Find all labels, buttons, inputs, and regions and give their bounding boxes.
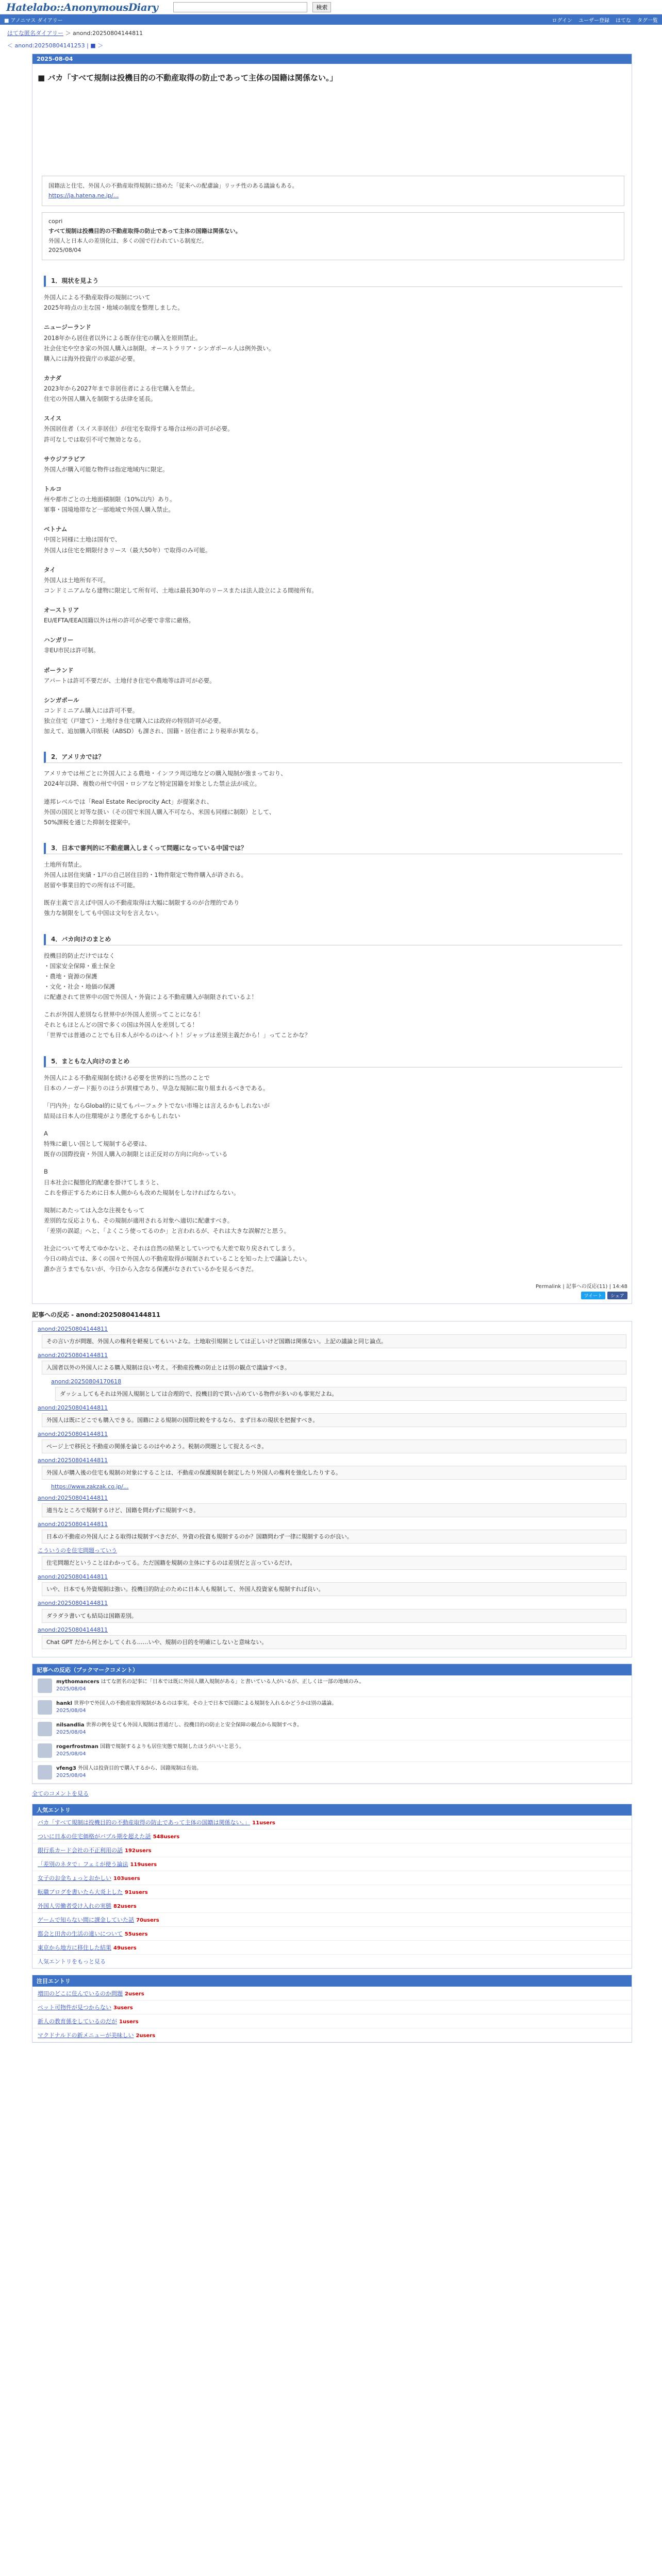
bookmark-user[interactable]: vfeng3 [56,1765,76,1771]
body-line: 投機目的防止だけではなく [44,952,115,959]
recent-list [32,1987,632,2042]
article-title[interactable]: ■ バカ「すべて規制は投機目的の不動産取得の防止であって主体の国籍は関係ない。」 [38,73,338,82]
body-line: ・国家安全保障・重土保全 [44,962,115,970]
body-line [44,1093,622,1100]
quote-line: copri [48,218,63,225]
body-line [44,1236,622,1243]
ranking-link[interactable]: 外国人労働者受け入れの実態 [38,1902,111,1909]
ranking-item [32,1843,632,1857]
section-heading: 3．日本で審判的に不動産購入しまくって問題になっている中国では？ [44,843,622,854]
quote-box [42,212,624,260]
site-logo[interactable]: Hatelabo::AnonymousDiary [6,1,158,13]
article [32,54,632,1304]
nav-anonymous-diary[interactable]: ■ アノニマス ダイアリー [4,18,63,24]
body-line: 外国の国民と対等な扱い（その国で米国人購入不可なら、米国も同様に制限）として、 [44,808,275,816]
article-footer[interactable]: Permalink | 記事への反応(11) | 14:48 [535,1283,627,1290]
recent-count[interactable]: 1users [119,2019,139,2025]
body-line: A [44,1130,48,1137]
body-line: 日本社会に擬態化的配慮を掛けてしまうと、 [44,1178,162,1186]
body-line: 結局は日本人の住環境がより悪化するかもしれない [44,1112,180,1120]
ranking-link[interactable]: 「差別のネタで」フェミが使う論法 [38,1860,128,1868]
body-line [44,789,622,796]
comment-item [38,1546,626,1570]
recent-item [32,2028,632,2042]
bookmark-text: はてな匿名の記事に「日本では既に外国人購入規制がある」と書いている人がいるが、正しくは一部の地域のみ。 [101,1679,365,1685]
recent-link[interactable]: 増田のどこに住んでいるのか問題 [38,1990,123,1997]
bookmark-user[interactable]: mythomancers [56,1679,100,1685]
ranking-section [32,1804,632,1969]
comment-text: 適当なところで規制するけど、国籍を問わずに規制すべき。 [42,1503,626,1517]
body-line: 50%課税を通じた抑制を提案中。 [44,818,135,826]
body-line: それともほとんどの国で多くの国は外国人を差別してる！ [44,1021,198,1029]
body-line: これが外国人差別なら世界中が外国人差別ってことになる！ [44,1011,204,1019]
country-heading: カナダ [44,374,61,382]
breadcrumb-sep: ＞ [65,30,71,37]
body-line: に配慮されて世界中の国で外国人・外資による不動産購入が制限されているよ！ [44,993,257,1001]
bookmark-item [32,1697,632,1719]
country-heading: スイス [44,415,62,422]
quote-line: 2025/08/04 [48,247,81,254]
bookmarks-list [32,1675,632,1784]
comment-link[interactable]: anond:20250804144811 [38,1325,108,1332]
comment-item [38,1494,626,1517]
breadcrumb-home[interactable]: はてな匿名ダイアリー [7,30,64,37]
body-line: 居留や事業目的での所有は不可能。 [44,882,139,889]
body-line: ・文化・社会・地価の保護 [44,982,115,990]
source-box [42,176,624,206]
comment-text: 住宅問題だということはわかってる。ただ国籍を規制の主体にするのは差別だと言っているだけ。 [42,1556,626,1570]
comment-link[interactable]: anond:20250804170618 [51,1378,122,1385]
body-line [44,890,622,897]
comment-text: Chat GPT だから何とかしてくれる……いや、規制の目的を明確にしないと意味ない。 [42,1635,626,1649]
body-line: 土地所有禁止。 [44,860,86,868]
recent-item [32,2001,632,2014]
comment-link[interactable]: こういうのを住宅問題っていう [38,1547,117,1554]
ranking-item [32,1885,632,1899]
ranking-link[interactable]: バカ「すべて規制は投機目的の不動産取得の防止であって主体の国籍は関係ない。」 [38,1819,251,1826]
comment-link[interactable]: anond:20250804144811 [38,1430,108,1437]
comment-link[interactable]: https://www.zakzak.co.jp/... [51,1483,129,1490]
nav-login[interactable]: ログイン [552,18,572,24]
section-heading: 1．現状を見よう [44,276,622,287]
bookmark-time[interactable]: 2025/08/04 [56,1730,86,1736]
tweet-button[interactable]: ツイート [581,1292,606,1299]
body-line: 独立住宅（戸建て）・土地付き住宅購入には政府の特別許可が必要。 [44,717,225,724]
bookmark-time[interactable]: 2025/08/04 [56,1708,86,1714]
breadcrumb [0,25,662,41]
comment-link[interactable]: anond:20250804144811 [38,1521,108,1528]
country-heading: シンガポール [44,696,79,704]
comment-link[interactable]: anond:20250804144811 [38,1495,108,1502]
bookmark-content [56,1679,364,1693]
ranking-more-link[interactable]: 人気エントリをもっと見る [38,1958,106,1965]
body-line [44,1159,622,1166]
ranking-count[interactable]: 49users [113,1945,137,1951]
body-line: アメリカでは州ごとに外国人による農地・インフラ周辺地などの購入規制が強まっており、 [44,770,287,777]
source-line: 国籍法と住宅、外国人の不動産取得規制に絡めた「従来への配慮論」リッチ性のある議論もある。 [48,182,298,189]
country-heading: ポーランド [44,666,74,674]
body-line [44,1002,622,1009]
comment-link[interactable]: anond:20250804144811 [38,1351,108,1359]
ranking-link[interactable]: 銀行系カード会社の不正利用の話 [38,1846,123,1854]
avatar[interactable] [38,1700,52,1715]
site-header [0,0,662,14]
recent-item [32,2014,632,2028]
comment-text: 外国人が購入後の住宅も規制の対象にすることは、不動産の保護規制を制定したり外国人の権利を強化したりする。 [42,1466,626,1480]
ranking-count[interactable]: 192users [125,1848,152,1854]
share-buttons [32,1292,632,1303]
nav-tags[interactable]: タグ一覧 [637,18,658,24]
body-line: 既存の国際投資・外国人購入の制限とは正反対の方向に向かっている [44,1150,228,1158]
avatar[interactable] [38,1679,52,1693]
body-line: 外国人が購入可能な物件は指定地域内に限定。 [44,465,169,473]
body-line: 住宅の外国人購入を制限する法律を延長。 [44,395,157,403]
comment-text: ダラダラ書いても結局は国籍差別。 [42,1609,626,1623]
bookmarks-section [32,1664,632,1784]
bookmark-text: 外国人は投資目的で購入するから、国籍規制は有効。 [78,1765,202,1771]
body-line: 規制にあたっては入念な注視をもって [44,1206,145,1214]
comment-link[interactable]: anond:20250804144811 [38,1600,108,1607]
ranking-count[interactable]: 548users [153,1834,180,1840]
bookmark-content [56,1743,244,1758]
section-heading: 2．アメリカでは？ [44,752,622,763]
body-line: EU/EFTA/EEA国籍以外は州の許可が必要で非常に厳格。 [44,617,195,624]
bookmarks-title: 記事への反応（ブックマークコメント） [32,1664,632,1675]
comment-text: ダッシュしてもそれは外国人規制としては合理的で、投機目的で買い占めている物件が多いのも事実だよね。 [55,1387,626,1401]
body-line: 加えて、追加購入印紙税（ABSD）も課され、国籍・居住者により税率が異なる。 [44,727,262,735]
recent-link[interactable]: マクドナルドの新メニューが美味しい [38,2031,134,2039]
comment-item [38,1351,626,1375]
search-input[interactable] [173,2,307,12]
body-line: アパートは許可不要だが、土地付き住宅や農地等は許可が必要。 [44,676,216,684]
comment-item [38,1430,626,1453]
body-line: 「円内外」ならGlobal的に見てもパーフェクトでない市場とは言えるかもしれないが [44,1101,270,1109]
bookmark-item [32,1740,632,1762]
ranking-count[interactable]: 119users [130,1861,157,1868]
comment-link[interactable]: anond:20250804144811 [38,1626,108,1633]
body-line: 2024年以降、複数の州で中国・ロシアなど特定国籍を対象とした禁止法が成立。 [44,780,261,788]
recent-count[interactable]: 2users [125,1991,144,1997]
comment-item [38,1625,626,1649]
comment-item [38,1403,626,1427]
comment-text: いや、日本でも外資規制は強い。投機目的防止のために日本人も規制して、外国人投資家も規制すれば良い。 [42,1582,626,1596]
body-line: 非EU市民は許可制。 [44,647,100,654]
recent-link[interactable]: ペット可物件が見つからない [38,2004,111,2011]
search-button[interactable]: 検索 [312,2,331,12]
ranking-item [32,1857,632,1871]
quote-line: 外国人と日本人の差別化は、多くの国で行われている制度だ。 [48,237,207,244]
avatar[interactable] [38,1765,52,1780]
bookmark-text: 世界中で外国人の不動産取得規制があるのは事実。その上で日本で国籍による規制を入れるかどうかは別の議論。 [74,1700,337,1706]
body-line: 既存主義で言えば中国人の不動産取得は大幅に制限するのが合理的であり [44,899,240,907]
bookmark-time[interactable]: 2025/08/04 [56,1751,86,1757]
bookmark-text: 世界の例を見ても外国人規制は普通だし、投機目的の防止と安全保障の観点から規制すべき。 [86,1722,303,1728]
comment-text: 日本の不動産の外国人による取得は規制すべきだが、外資の投資も規制するのか？国籍問わず一律に規制するのが良い。 [42,1530,626,1544]
body-line: B [44,1168,48,1176]
recent-count[interactable]: 2users [136,2032,156,2039]
ranking-item [32,1899,632,1913]
body-line: 外国人は住宅を期限付きリース（最大50年）で取得のみ可能。 [44,546,211,554]
bookmark-item [32,1719,632,1740]
bookmark-user[interactable]: hankl [56,1700,73,1706]
bookmark-item [32,1675,632,1697]
ranking-count[interactable]: 11users [252,1820,275,1826]
body-line: 「世界では普通のことでも日本人がやるのはヘイト！ジャップは差別主義だから！」ってことかな？ [44,1031,311,1039]
ranking-count[interactable]: 55users [124,1931,148,1937]
article-body [32,83,632,1280]
comment-item [38,1520,626,1544]
bookmark-user[interactable]: nilsandlia [56,1722,85,1728]
comment-item [38,1599,626,1622]
section-heading: 4．バカ向けのまとめ [44,934,622,945]
country-heading: サウジアラビア [44,455,86,463]
article-sections [44,276,622,1274]
article-date: 2025-08-04 [32,54,632,64]
recent-count[interactable]: 3users [113,2005,133,2011]
source-link[interactable]: https://ja.hatena.ne.jp/... [48,192,119,199]
comment-item [38,1456,626,1480]
body-line: ・農地・資源の保護 [44,972,97,980]
body-line: 外国人による不動産規制を続ける必要を世界的に当然のことで [44,1074,210,1081]
body-line: 軍事・国境地帯など一部地域で外国人購入禁止。 [44,506,174,514]
recent-link[interactable]: 新人の教育係をしているのだが [38,2018,117,2025]
body-line: 誰か言うまでもないが、今日から入念なる保護がなされているかを見るべきだ。 [44,1265,257,1273]
comment-text: その言い方が問題、外国人の権利を軽視してもいいよな。土地取引規制としては正しいけど国籍は関係ない。上記の議論と同じ論点。 [42,1334,626,1348]
bookmark-time[interactable]: 2025/08/04 [56,1773,86,1779]
comment-link[interactable]: anond:20250804144811 [38,1456,108,1464]
country-heading: ハンガリー [44,636,74,644]
all-comments-link[interactable]: 全てのコメントを見る [32,1790,89,1797]
body-line: 中国と同様に土地は国有で、 [44,536,121,544]
body-line: 連邦レベルでは「Real Estate Reciprocity Act」が提案され、 [44,798,213,805]
prev-next-nav[interactable]: ＜ anond:20250804141253 | ■ ＞ [7,42,104,49]
body-line [44,1198,622,1205]
body-line: 社会について考えてゆかないと、それは自然の結果としていつでも大差で取り戻されてしまう。 [44,1245,299,1252]
ranking-item [32,1927,632,1941]
body-line: 「差別の誤認」へと、「よくこう使ってるのか」と言われるが、それは大きな誤解だと思う。 [44,1227,290,1234]
ranking-item [32,1871,632,1885]
body-line: 外国人は居住実績・1戸の自己居住目的・1物件限定で物件購入が許される。 [44,871,247,878]
body-line: 今日の時点では、多くの国々で外国人の不動産取得が規制されていることを知った上で議論したい。 [44,1255,311,1263]
recent-section [32,1975,632,2043]
body-line: 外国人は土地所有不可。 [44,576,109,584]
bookmark-time[interactable]: 2025/08/04 [56,1686,86,1692]
body-line: 2023年から2027年まで非居住者による住宅購入を禁止。 [44,385,199,392]
comment-text: 入国者以外の外国人による購入規制は良い考え。不動産投機の防止とは別の観点で議論すべき。 [42,1361,626,1375]
nav-register[interactable]: ユーザー登録 [578,18,609,24]
avatar[interactable] [38,1722,52,1736]
bookmark-content [56,1700,337,1715]
breadcrumb-current: anond:20250804144811 [73,30,143,37]
body-line: 2018年から居住者以外による既存住宅の購入を原則禁止。 [44,334,202,342]
recent-item [32,1987,632,2001]
ranking-link[interactable]: 東京から地方に移住した結果 [38,1944,111,1951]
bookmark-user[interactable]: rogerfrostman [56,1743,98,1750]
ranking-item [32,1829,632,1843]
body-line [44,1121,622,1128]
ranking-title: 人気エントリ [32,1804,632,1816]
ranking-count[interactable]: 82users [113,1903,137,1909]
comment-text: ページ上で移民と不動産の関係を論じるのはやめよう。税制の問題として捉えるべき。 [42,1439,626,1453]
ranking-item [32,1941,632,1955]
ranking-count[interactable]: 70users [136,1917,159,1923]
comments-title: 記事への反応 - anond:20250804144811 [32,1311,161,1318]
body-line: 州や都市ごとの土地面積制限（10%以内）あり。 [44,496,176,503]
ranking-count[interactable]: 91users [125,1889,148,1895]
bookmark-text: 国籍で規制するよりも居住実態で規制したほうがいいと思う。 [100,1743,245,1750]
recent-title: 注目エントリ [32,1975,632,1987]
bookmark-content [56,1765,202,1780]
body-line: 社会住宅や空き家の外国人購入は制限。オーストラリア・シンガポール人は例外扱い。 [44,344,275,352]
comment-item [51,1482,626,1491]
bookmark-content [56,1722,302,1737]
body-line: 強力な制限をしても中国は文句を言えない。 [44,909,162,917]
ranking-link[interactable]: 転職ブログを書いたら大炎上した [38,1888,123,1895]
ranking-link[interactable]: 女子のお金ちょっとおかしい [38,1874,111,1882]
comment-item [38,1325,626,1348]
comment-item [38,1572,626,1596]
body-line: 許可なしでは取引不可で無効となる。 [44,435,145,443]
comment-item [51,1377,626,1401]
country-heading: トルコ [44,485,62,493]
bookmark-item [32,1762,632,1784]
comment-link[interactable]: anond:20250804144811 [38,1573,108,1581]
ranking-item [32,1816,632,1829]
country-heading: ベトナム [44,526,68,533]
ranking-link[interactable]: ゲームで知らない間に課金していた話 [38,1916,134,1923]
body-line: これを修正するために日本人側からも改めた規制をしなければならない。 [44,1189,240,1196]
comments-list [32,1321,632,1657]
share-button[interactable]: シェア [607,1292,627,1299]
nav-bar [0,14,662,25]
body-line: 差別的な反応よりも、その規制が適用される対象へ適切に配慮すべき。 [44,1216,234,1224]
comment-link[interactable]: anond:20250804144811 [38,1404,108,1411]
section-heading: 5．まともな人向けのまとめ [44,1056,622,1067]
body-line: コンドミニアムなら建物に限定して所有可、土地は最長30年のリースまたは法人設立による間接所有。 [44,586,318,594]
nav-hatena[interactable]: はてな [616,18,631,24]
body-line: 外国居住者（スイス非居住）が住宅を取得する場合は州の許可が必要。 [44,425,234,433]
quote-line: すべて規制は投機目的の不動産取得の防止であって主体の国籍は関係ない。 [48,228,241,235]
country-heading: ニュージーランド [44,324,91,331]
body-line: コンドミニアム購入には許可不要。 [44,706,139,714]
avatar[interactable] [38,1743,52,1758]
body-line: 外国人による不動産取得の規制について [44,294,151,301]
ranking-list [32,1816,632,1955]
ranking-link[interactable]: ついに日本の住宅価格がバブル期を超えた話 [38,1833,151,1840]
body-line: 日本のノーガード振りのほうが異様であり、早急な規制に取り組まれるべきである。 [44,1084,269,1092]
country-heading: タイ [44,566,56,573]
body-line: 購入には海外投資庁の承認が必要。 [44,354,139,362]
body-line: 2025年時点の主な国・地域の制度を整理しました。 [44,304,184,312]
body-line: 特殊に厳しい国として規制する必要は、 [44,1140,151,1148]
ranking-count[interactable]: 103users [113,1875,140,1882]
ranking-item [32,1913,632,1927]
comment-text: 外国人は既にどこでも購入できる。国籍による規制の国際比較をするなら、まず日本の現状を把握すべき。 [42,1413,626,1427]
ranking-link[interactable]: 都会と田舎の生活の違いについて [38,1930,123,1937]
country-heading: オーストリア [44,606,79,614]
